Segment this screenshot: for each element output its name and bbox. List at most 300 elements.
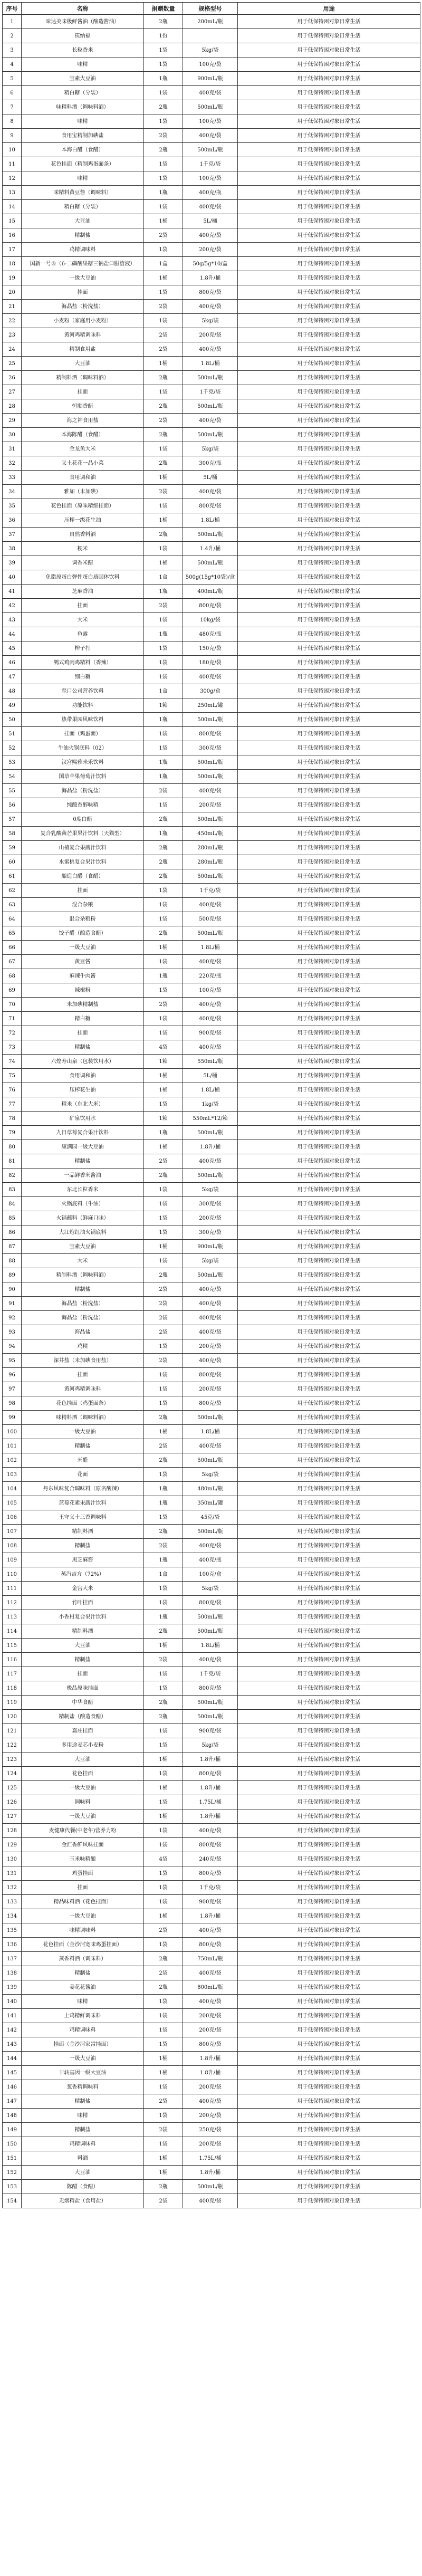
cell-qty: 1盒	[144, 257, 183, 271]
table-row	[3, 328, 420, 342]
cell-spec: 5kg/袋	[183, 1183, 238, 1197]
cell-qty: 1桶	[144, 2052, 183, 2066]
cell-no: 112	[3, 1596, 22, 1610]
cell-name: 大豆油	[22, 2166, 144, 2180]
cell-spec: 500mL/瓶	[183, 1126, 238, 1140]
cell-name: 黄豆酱	[22, 955, 144, 969]
cell-use: 用于低保特困对象日常生活	[238, 2052, 420, 2066]
cell-qty: 1盒	[144, 570, 183, 585]
cell-qty: 1桶	[144, 2066, 183, 2080]
cell-name: 精米（东北大米）	[22, 1097, 144, 1112]
table-row	[3, 869, 420, 884]
cell-name: 海之神食用盐	[22, 414, 144, 428]
cell-spec: 480克/瓶	[183, 627, 238, 641]
table-row	[3, 399, 420, 414]
table-row	[3, 983, 420, 998]
cell-no: 47	[3, 670, 22, 684]
table-row	[3, 1154, 420, 1169]
cell-name: 米醋	[22, 1453, 144, 1468]
table-row	[3, 114, 420, 129]
cell-name: 花色挂面（金沙河宽味鸡蛋挂面）	[22, 1938, 144, 1952]
cell-qty: 1瓶	[144, 755, 183, 770]
cell-spec: 400克/袋	[183, 1154, 238, 1169]
cell-use: 用于低保特困对象日常生活	[238, 1510, 420, 1525]
cell-name: 大豆油	[22, 1639, 144, 1653]
cell-name: 鸡蛋挂面	[22, 1866, 144, 1881]
cell-name: 精制盐	[22, 2123, 144, 2137]
cell-no: 127	[3, 1809, 22, 1824]
table-row	[3, 2094, 420, 2109]
cell-use: 用于低保特困对象日常生活	[238, 58, 420, 72]
cell-spec: 45克/袋	[183, 1510, 238, 1525]
cell-name: 蒸香料酒（调味料）	[22, 1952, 144, 1966]
cell-use: 用于低保特困对象日常生活	[238, 1852, 420, 1866]
cell-no: 153	[3, 2180, 22, 2194]
cell-qty: 1桶	[144, 2151, 183, 2166]
cell-qty: 1袋	[144, 741, 183, 755]
cell-use: 用于低保特困对象日常生活	[238, 1482, 420, 1496]
cell-spec: 300克/袋	[183, 741, 238, 755]
cell-use: 用于低保特困对象日常生活	[238, 1496, 420, 1510]
cell-qty: 1袋	[144, 670, 183, 684]
cell-qty: 1瓶	[144, 627, 183, 641]
cell-name: 自然香料酒	[22, 528, 144, 542]
table-row	[3, 1354, 420, 1368]
cell-spec: 350mL/罐	[183, 1496, 238, 1510]
cell-use: 用于低保特困对象日常生活	[238, 1923, 420, 1938]
cell-spec: 400克/袋	[183, 998, 238, 1012]
cell-use: 用于低保特困对象日常生活	[238, 1325, 420, 1339]
cell-qty: 1桶	[144, 357, 183, 371]
cell-use: 用于低保特困对象日常生活	[238, 1040, 420, 1055]
table-row	[3, 186, 420, 200]
table-row	[3, 1012, 420, 1026]
cell-use: 用于低保特困对象日常生活	[238, 1240, 420, 1254]
cell-name: 功能饮料	[22, 698, 144, 713]
cell-no: 86	[3, 1225, 22, 1240]
cell-spec: 5kg/袋	[183, 1738, 238, 1753]
cell-qty: 1袋	[144, 285, 183, 300]
cell-no: 42	[3, 599, 22, 613]
cell-name: 味精料黄豆酱（调味料）	[22, 186, 144, 200]
cell-spec: 800克/袋	[183, 1866, 238, 1881]
table-row	[3, 2109, 420, 2123]
cell-use: 用于低保特困对象日常生活	[238, 1183, 420, 1197]
cell-name: 嘉庄挂面	[22, 1724, 144, 1738]
cell-no: 14	[3, 200, 22, 214]
cell-qty: 1袋	[144, 2009, 183, 2023]
cell-use: 用于低保特困对象日常生活	[238, 656, 420, 670]
cell-no: 130	[3, 1852, 22, 1866]
cell-no: 71	[3, 1012, 22, 1026]
cell-qty: 2袋	[144, 2094, 183, 2109]
cell-use: 用于低保特困对象日常生活	[238, 812, 420, 827]
cell-qty: 2瓶	[144, 528, 183, 542]
cell-qty: 1袋	[144, 314, 183, 328]
cell-qty: 2瓶	[144, 1525, 183, 1539]
cell-use: 用于低保特困对象日常生活	[238, 1525, 420, 1539]
cell-no: 104	[3, 1482, 22, 1496]
cell-name: 黑芝麻酱	[22, 1553, 144, 1567]
table-row	[3, 784, 420, 798]
cell-spec: 400克/瓶	[183, 186, 238, 200]
cell-use: 用于低保特困对象日常生活	[238, 271, 420, 285]
cell-spec: 400克/袋	[183, 1653, 238, 1667]
donation-list-document	[2, 2, 420, 2208]
cell-spec: 100克/袋	[183, 983, 238, 998]
cell-use: 用于低保特困对象日常生活	[238, 399, 420, 414]
cell-no: 49	[3, 698, 22, 713]
cell-spec: 800克/袋	[183, 1596, 238, 1610]
cell-use: 用于低保特困对象日常生活	[238, 641, 420, 656]
table-row	[3, 770, 420, 784]
table-row	[3, 1525, 420, 1539]
cell-qty: 1袋	[144, 1681, 183, 1696]
cell-qty: 1桶	[144, 556, 183, 570]
cell-use: 用于低保特困对象日常生活	[238, 542, 420, 556]
cell-name: 丹东风味复合调味料（原名酸辣）	[22, 1482, 144, 1496]
cell-no: 23	[3, 328, 22, 342]
cell-name: 小麦粉（家庭用小麦粉）	[22, 314, 144, 328]
cell-spec: 100克/袋	[183, 171, 238, 186]
cell-qty: 1瓶	[144, 585, 183, 599]
cell-spec: 1千克/袋	[183, 385, 238, 399]
cell-spec: 1千克/袋	[183, 1881, 238, 1895]
header-spec: 规格型号	[183, 3, 238, 15]
cell-use: 用于低保特困对象日常生活	[238, 1866, 420, 1881]
cell-use: 用于低保特困对象日常生活	[238, 1824, 420, 1838]
cell-spec: 5kg/袋	[183, 1582, 238, 1596]
cell-name: 长粒香米	[22, 43, 144, 58]
cell-no: 18	[3, 257, 22, 271]
cell-name: 国草苹果葡萄汁饮料	[22, 770, 144, 784]
cell-no: 124	[3, 1767, 22, 1781]
cell-spec: 500mL/瓶	[183, 428, 238, 442]
cell-spec: 500mL/瓶	[183, 869, 238, 884]
cell-use: 用于低保特困对象日常生活	[238, 485, 420, 499]
cell-use: 用于低保特困对象日常生活	[238, 570, 420, 585]
cell-spec: 800克/袋	[183, 2037, 238, 2052]
cell-use: 用于低保特困对象日常生活	[238, 1938, 420, 1952]
cell-qty: 1袋	[144, 1211, 183, 1225]
cell-qty: 1桶	[144, 1909, 183, 1923]
cell-qty: 1瓶	[144, 1482, 183, 1496]
cell-qty: 2袋	[144, 599, 183, 613]
table-row	[3, 1539, 420, 1553]
cell-qty: 2瓶	[144, 143, 183, 157]
cell-use: 用于低保特困对象日常生活	[238, 798, 420, 812]
cell-qty: 1袋	[144, 1938, 183, 1952]
cell-qty: 1袋	[144, 912, 183, 926]
cell-qty: 1桶	[144, 471, 183, 485]
cell-use: 用于低保特困对象日常生活	[238, 499, 420, 513]
cell-spec: 5kg/袋	[183, 1254, 238, 1268]
cell-no: 50	[3, 713, 22, 727]
cell-spec: 400克/袋	[183, 784, 238, 798]
cell-use: 用于低保特困对象日常生活	[238, 428, 420, 442]
cell-spec: 400克/袋	[183, 485, 238, 499]
cell-spec: 300克/袋	[183, 1225, 238, 1240]
cell-use: 用于低保特困对象日常生活	[238, 2180, 420, 2194]
cell-use: 用于低保特困对象日常生活	[238, 442, 420, 456]
cell-spec: 400克/袋	[183, 1966, 238, 1980]
cell-no: 79	[3, 1126, 22, 1140]
cell-name: 麦健康代餐(中老年)营养力粉	[22, 1824, 144, 1838]
cell-qty: 1桶	[144, 1753, 183, 1767]
table-row	[3, 1297, 420, 1311]
table-row	[3, 485, 420, 499]
table-row	[3, 1325, 420, 1339]
cell-use: 用于低保特困对象日常生活	[238, 114, 420, 129]
table-row	[3, 385, 420, 399]
cell-spec: 500mL/瓶	[183, 1268, 238, 1282]
cell-name: 粳米	[22, 542, 144, 556]
cell-name: 料酒	[22, 2151, 144, 2166]
cell-no: 69	[3, 983, 22, 998]
cell-name: 饺子醋（酿造食醋）	[22, 926, 144, 941]
cell-use: 用于低保特困对象日常生活	[238, 869, 420, 884]
cell-name: 混合杂粮粉	[22, 912, 144, 926]
cell-spec: 100克/盒	[183, 1567, 238, 1582]
cell-no: 92	[3, 1311, 22, 1325]
cell-qty: 1袋	[144, 442, 183, 456]
donation-table	[2, 2, 420, 2208]
cell-name: 竹叶挂面	[22, 1596, 144, 1610]
cell-use: 用于低保特困对象日常生活	[238, 513, 420, 528]
cell-spec: 400克/袋	[183, 1282, 238, 1297]
cell-qty: 1袋	[144, 2109, 183, 2123]
cell-use: 用于低保特困对象日常生活	[238, 2094, 420, 2109]
cell-no: 16	[3, 228, 22, 243]
table-row	[3, 1624, 420, 1639]
table-row	[3, 1553, 420, 1567]
header-no: 序号	[3, 3, 22, 15]
cell-name: 挂面	[22, 884, 144, 898]
cell-no: 6	[3, 86, 22, 100]
cell-use: 用于低保特困对象日常生活	[238, 1539, 420, 1553]
cell-name: 海晶盐（粉洗盐）	[22, 1297, 144, 1311]
cell-no: 60	[3, 855, 22, 869]
table-row	[3, 827, 420, 841]
cell-no: 111	[3, 1582, 22, 1596]
table-row	[3, 1923, 420, 1938]
cell-spec: 900mL/瓶	[183, 1240, 238, 1254]
cell-spec: 500mL/瓶	[183, 1610, 238, 1624]
cell-no: 110	[3, 1567, 22, 1582]
cell-spec: 500mL/瓶	[183, 1169, 238, 1183]
cell-qty: 2袋	[144, 342, 183, 357]
cell-qty: 2袋	[144, 1439, 183, 1453]
table-row	[3, 1781, 420, 1795]
cell-qty: 2袋	[144, 1311, 183, 1325]
table-row	[3, 941, 420, 955]
cell-name: 王守义十三香调味料	[22, 1510, 144, 1525]
cell-qty: 1袋	[144, 157, 183, 171]
cell-name: 一级大豆油	[22, 1909, 144, 1923]
cell-use: 用于低保特困对象日常生活	[238, 357, 420, 371]
cell-no: 114	[3, 1624, 22, 1639]
cell-no: 7	[3, 100, 22, 114]
cell-name: 至口公司营养饮料	[22, 684, 144, 698]
cell-no: 89	[3, 1268, 22, 1282]
cell-use: 用于低保特困对象日常生活	[238, 585, 420, 599]
cell-qty: 1袋	[144, 2023, 183, 2037]
cell-use: 用于低保特困对象日常生活	[238, 1140, 420, 1154]
cell-spec: 1kg/袋	[183, 1097, 238, 1112]
cell-use: 用于低保特困对象日常生活	[238, 414, 420, 428]
cell-use: 用于低保特困对象日常生活	[238, 328, 420, 342]
cell-use: 用于低保特困对象日常生活	[238, 1225, 420, 1240]
table-row	[3, 599, 420, 613]
cell-spec: 400克/袋	[183, 342, 238, 357]
cell-spec: 500mL/瓶	[183, 399, 238, 414]
cell-no: 70	[3, 998, 22, 1012]
table-row	[3, 1026, 420, 1040]
table-row	[3, 300, 420, 314]
cell-no: 48	[3, 684, 22, 698]
table-row	[3, 1795, 420, 1809]
cell-name: 调味料	[22, 1795, 144, 1809]
cell-name: 宝素大豆油	[22, 1240, 144, 1254]
cell-spec: 1.8升/桶	[183, 1753, 238, 1767]
cell-qty: 1袋	[144, 2037, 183, 2052]
cell-qty: 1瓶	[144, 1496, 183, 1510]
cell-qty: 1袋	[144, 2080, 183, 2094]
cell-use: 用于低保特困对象日常生活	[238, 1952, 420, 1966]
cell-use: 用于低保特困对象日常生活	[238, 86, 420, 100]
cell-no: 62	[3, 884, 22, 898]
cell-qty: 1桶	[144, 271, 183, 285]
cell-qty: 1桶	[144, 2166, 183, 2180]
cell-qty: 2瓶	[144, 371, 183, 385]
table-row	[3, 1653, 420, 1667]
cell-no: 103	[3, 1468, 22, 1482]
cell-no: 151	[3, 2151, 22, 2166]
table-row	[3, 1339, 420, 1354]
cell-qty: 2瓶	[144, 399, 183, 414]
cell-name: 精白糖	[22, 1012, 144, 1026]
cell-spec: 500mL/瓶	[183, 1453, 238, 1468]
table-row	[3, 357, 420, 371]
cell-name: 精品味料酒（花色挂面）	[22, 1895, 144, 1909]
cell-use: 用于低保特困对象日常生活	[238, 627, 420, 641]
cell-use: 用于低保特困对象日常生活	[238, 1995, 420, 2009]
table-row	[3, 2009, 420, 2023]
table-row	[3, 1510, 420, 1525]
table-row	[3, 926, 420, 941]
cell-name: 大江炮红油火锅底料	[22, 1225, 144, 1240]
table-row	[3, 58, 420, 72]
cell-qty: 2袋	[144, 228, 183, 243]
cell-name: 0度白醋	[22, 812, 144, 827]
cell-qty: 1袋	[144, 1582, 183, 1596]
cell-qty: 1桶	[144, 1639, 183, 1653]
cell-qty: 1桶	[144, 1140, 183, 1154]
table-row	[3, 1183, 420, 1197]
cell-use: 用于低保特困对象日常生活	[238, 713, 420, 727]
cell-no: 123	[3, 1753, 22, 1767]
cell-no: 94	[3, 1339, 22, 1354]
cell-use: 用于低保特困对象日常生活	[238, 300, 420, 314]
cell-use: 用于低保特困对象日常生活	[238, 43, 420, 58]
cell-name: 鹌式鸡肉鸡精料（香辣）	[22, 656, 144, 670]
cell-spec: 5L/桶	[183, 471, 238, 485]
cell-spec: 450mL/瓶	[183, 827, 238, 841]
table-row	[3, 1895, 420, 1909]
cell-no: 109	[3, 1553, 22, 1567]
cell-spec: 200克/袋	[183, 2109, 238, 2123]
cell-name: 金汇香鲜风味挂面	[22, 1838, 144, 1852]
cell-name: 食用调和油	[22, 471, 144, 485]
table-row	[3, 684, 420, 698]
cell-spec: 500mL/瓶	[183, 755, 238, 770]
cell-no: 26	[3, 371, 22, 385]
cell-qty: 2袋	[144, 1154, 183, 1169]
cell-qty: 1袋	[144, 385, 183, 399]
table-row	[3, 1311, 420, 1325]
cell-name: 精制盐	[22, 1282, 144, 1297]
cell-no: 65	[3, 926, 22, 941]
cell-spec: 1.8L/桶	[183, 941, 238, 955]
cell-no: 63	[3, 898, 22, 912]
cell-name: 陈醋（食醋）	[22, 2180, 144, 2194]
cell-spec: 100克/袋	[183, 58, 238, 72]
cell-no: 85	[3, 1211, 22, 1225]
cell-use: 用于低保特困对象日常生活	[238, 983, 420, 998]
cell-use: 用于低保特困对象日常生活	[238, 1909, 420, 1923]
cell-name: 九日草莓复合果汁饮料	[22, 1126, 144, 1140]
cell-qty: 1袋	[144, 1795, 183, 1809]
cell-qty: 1瓶	[144, 186, 183, 200]
cell-name: 精制盐	[22, 1040, 144, 1055]
cell-spec: 5kg/袋	[183, 1468, 238, 1482]
table-row	[3, 499, 420, 513]
cell-use: 用于低保特困对象日常生活	[238, 243, 420, 257]
table-row	[3, 585, 420, 599]
cell-qty: 1袋	[144, 1510, 183, 1525]
cell-use: 用于低保特困对象日常生活	[238, 1582, 420, 1596]
cell-use: 用于低保特困对象日常生活	[238, 1624, 420, 1639]
cell-spec: 500mL/瓶	[183, 1710, 238, 1724]
cell-spec: 400mL/瓶	[183, 585, 238, 599]
cell-use: 用于低保特困对象日常生活	[238, 1710, 420, 1724]
cell-spec: 800克/袋	[183, 727, 238, 741]
cell-name: 一品鲜香米酱油	[22, 1169, 144, 1183]
cell-no: 76	[3, 1083, 22, 1097]
cell-no: 119	[3, 1696, 22, 1710]
table-row	[3, 1126, 420, 1140]
cell-use: 用于低保特困对象日常生活	[238, 855, 420, 869]
cell-spec: 200克/袋	[183, 2009, 238, 2023]
cell-qty: 2瓶	[144, 100, 183, 114]
cell-use: 用于低保特困对象日常生活	[238, 1667, 420, 1681]
cell-name: 味精	[22, 58, 144, 72]
cell-qty: 2袋	[144, 1653, 183, 1667]
table-row	[3, 1639, 420, 1653]
cell-name: 味精	[22, 2109, 144, 2123]
cell-spec: 400克/袋	[183, 1297, 238, 1311]
cell-spec: 400克/袋	[183, 955, 238, 969]
cell-spec: 200克/袋	[183, 1382, 238, 1396]
cell-name: 金宫大米	[22, 1582, 144, 1596]
cell-name: 六煌寿山泉（包装饮用水）	[22, 1055, 144, 1069]
cell-no: 84	[3, 1197, 22, 1211]
cell-qty: 2瓶	[144, 1696, 183, 1710]
cell-qty: 1袋	[144, 1026, 183, 1040]
cell-use: 用于低保特困对象日常生活	[238, 385, 420, 399]
cell-qty: 4袋	[144, 1852, 183, 1866]
table-row	[3, 998, 420, 1012]
